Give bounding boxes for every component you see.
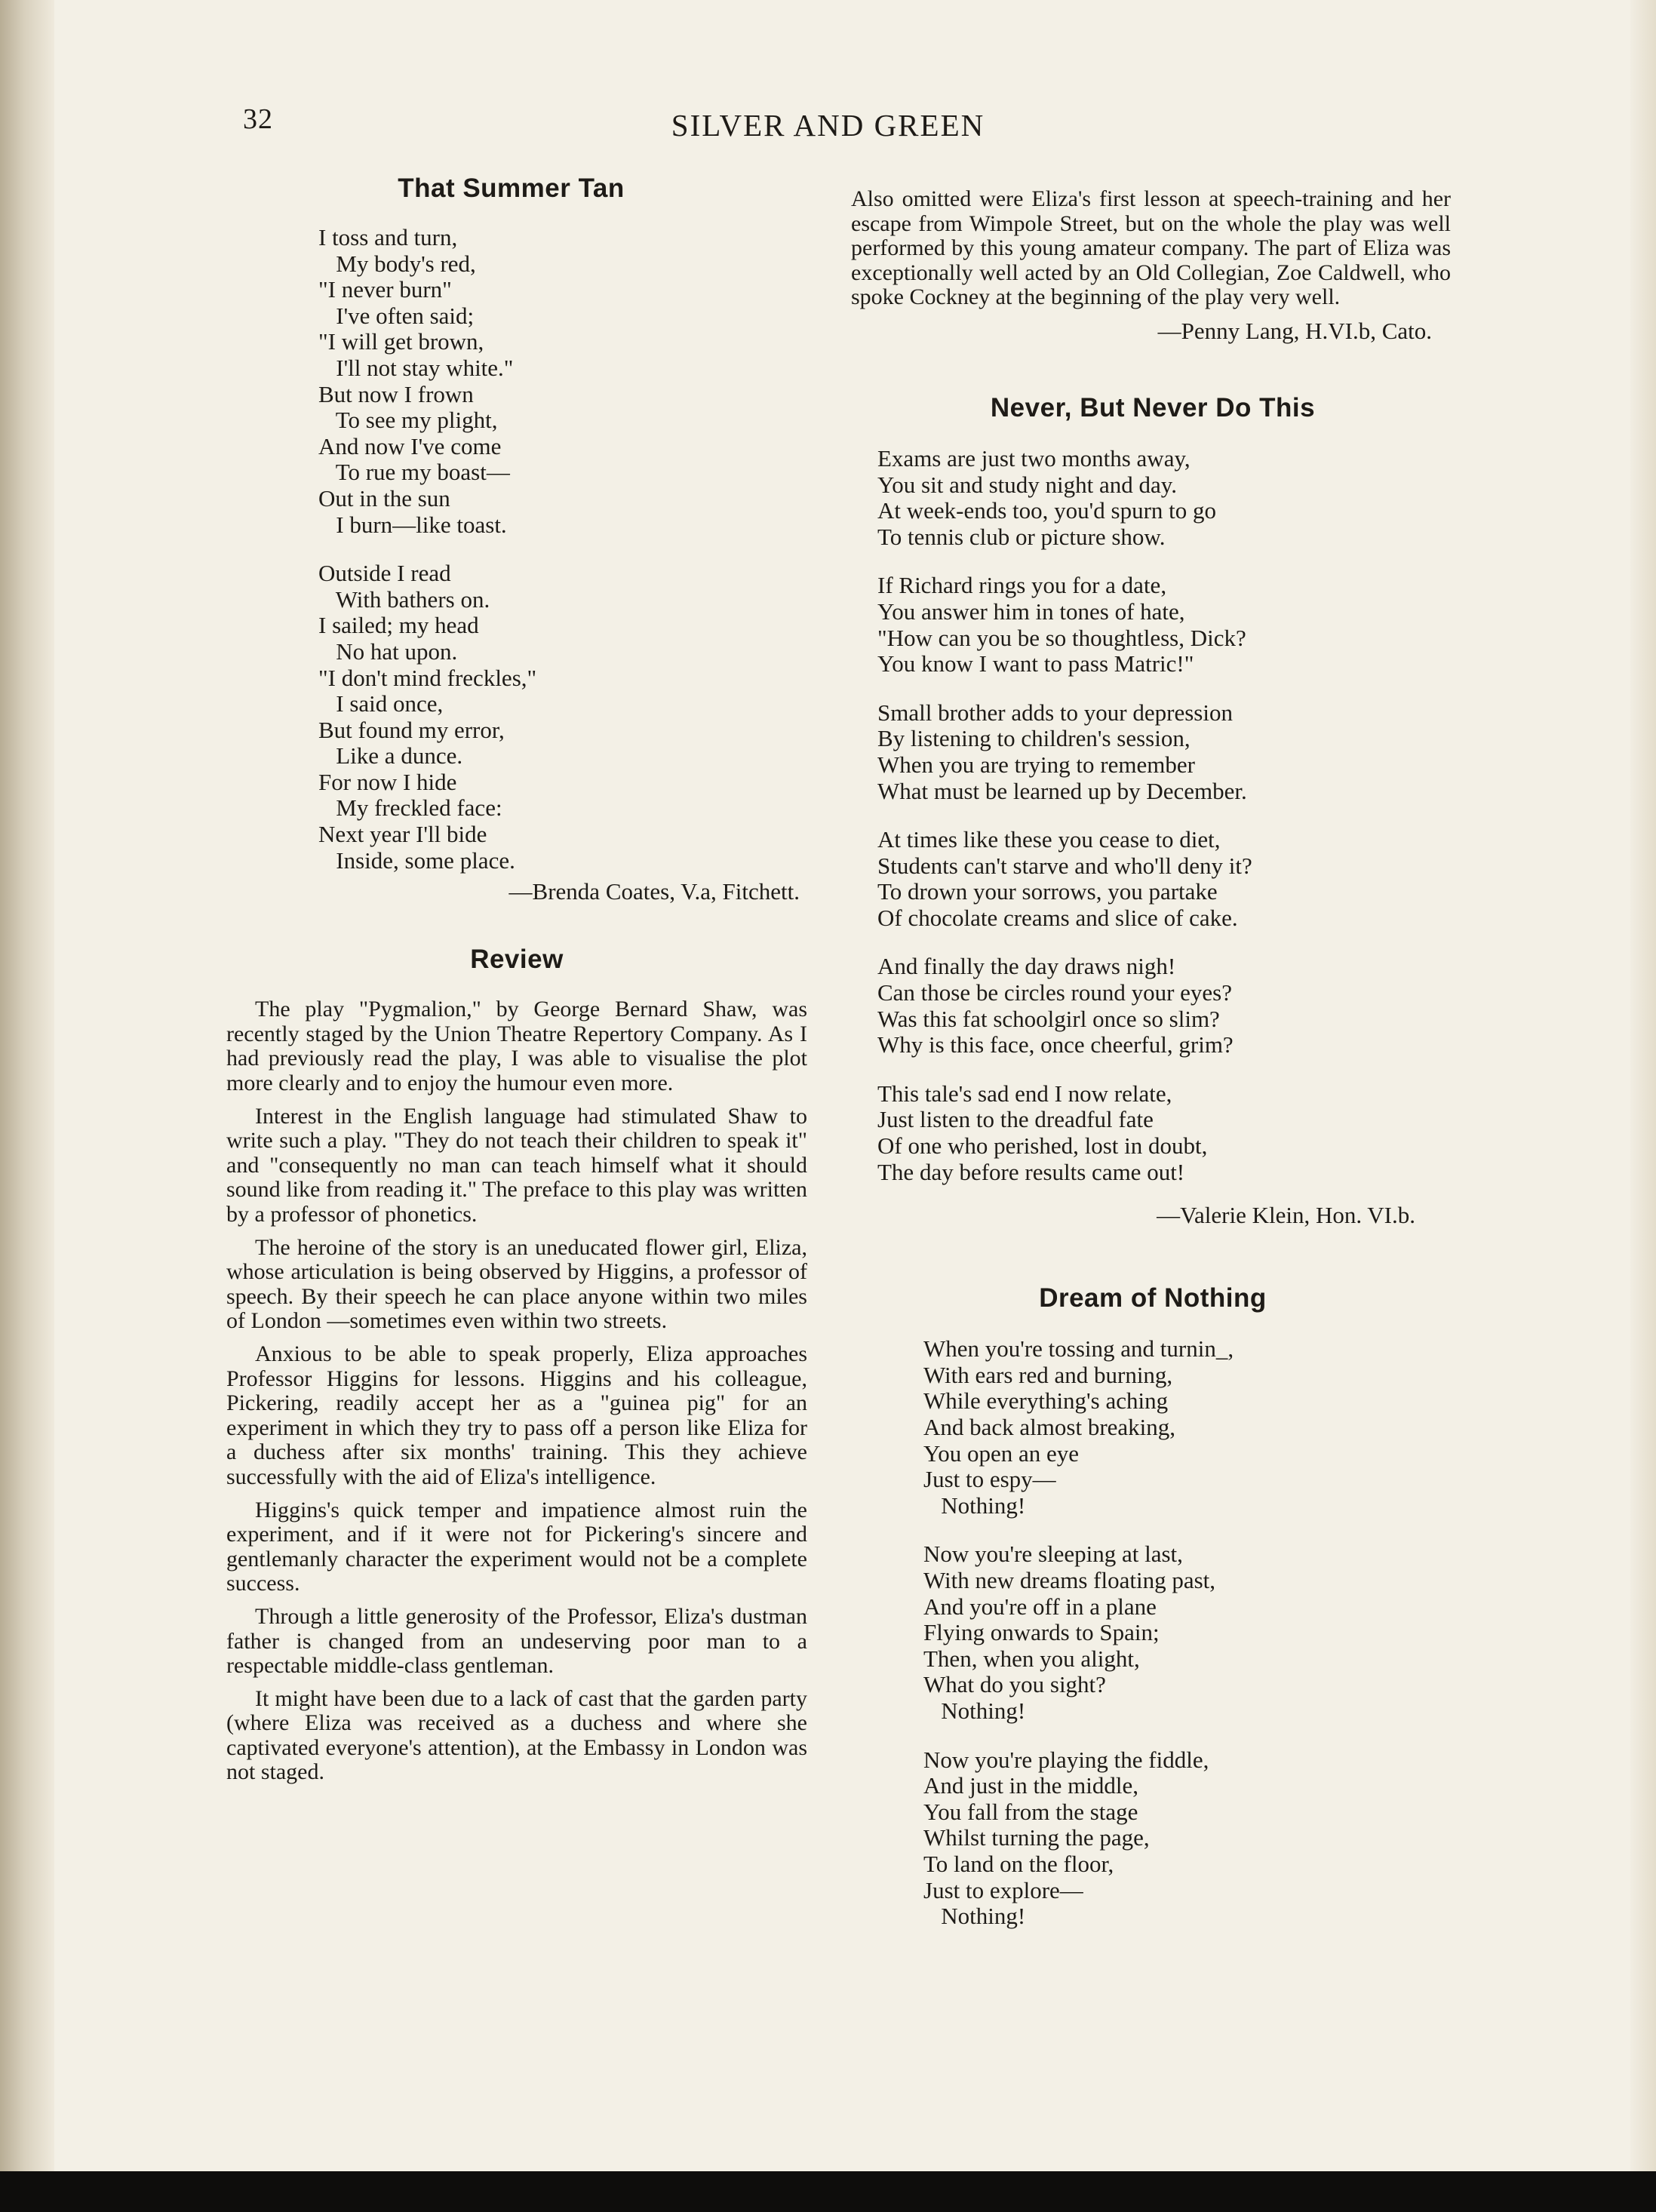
poem-line: My body's red, bbox=[318, 250, 476, 277]
poem-line: This tale's sad end I now relate, bbox=[877, 1080, 1172, 1107]
poem-line: "I never burn" bbox=[318, 276, 452, 303]
poem-line: Can those be circles round your eyes? bbox=[877, 979, 1233, 1006]
review-paragraph: It might have been due to a lack of cast that the garden party (where Eliza was received as a duchess and where she captivated everyone's attention), at the Embassy in London was not staged. bbox=[226, 1685, 807, 1785]
poem-line: Small brother adds to your depression bbox=[877, 699, 1233, 726]
poem-line: Of chocolate creams and slice of cake. bbox=[877, 904, 1238, 931]
poem-line: Students can't starve and who'll deny it? bbox=[877, 852, 1252, 879]
poem-line: And just in the middle, bbox=[923, 1772, 1139, 1799]
poem-line: By listening to children's session, bbox=[877, 725, 1191, 752]
poem-line: Flying onwards to Spain; bbox=[923, 1619, 1160, 1646]
poem-line: And finally the day draws nigh! bbox=[877, 953, 1176, 980]
poem-line: My freckled face: bbox=[318, 794, 502, 822]
byline-review: —Penny Lang, H.VI.b, Cato. bbox=[1157, 317, 1432, 344]
poem-line: Just to espy— bbox=[923, 1466, 1056, 1493]
poem-line: When you're tossing and turnin_, bbox=[923, 1335, 1234, 1363]
poem-line: Whilst turning the page, bbox=[923, 1824, 1150, 1851]
poem-line: Exams are just two months away, bbox=[877, 444, 1191, 472]
poem-line: At week-ends too, you'd spurn to go bbox=[877, 497, 1217, 524]
poem-line: Just listen to the dreadful fate bbox=[877, 1106, 1154, 1133]
poem-line: I said once, bbox=[318, 690, 444, 717]
poem-line: Next year I'll bide bbox=[318, 821, 487, 848]
poem-line: Why is this face, once cheerful, grim? bbox=[877, 1031, 1234, 1058]
poem-line: Now you're sleeping at last, bbox=[923, 1541, 1183, 1568]
poem-line: But now I frown bbox=[318, 380, 474, 407]
poem-line: You answer him in tones of hate, bbox=[877, 598, 1185, 625]
poem-line: With ears red and burning, bbox=[923, 1361, 1173, 1388]
review-paragraph: Anxious to be able to speak properly, Eliza approaches Professor Higgins for lessons. Higgins and his colleague, Pickering, readily accept her as a "guinea pig" for an experiment in which they try to pass off a person like Eliza for a duchess after six months' training. This they achieve successfully with the aid of Eliza's intelligence. bbox=[226, 1341, 807, 1489]
poem-line: With new dreams floating past, bbox=[923, 1566, 1216, 1593]
poem-line: To tennis club or picture show. bbox=[877, 523, 1166, 550]
poem-line: While everything's aching bbox=[923, 1387, 1169, 1415]
stanza bbox=[318, 561, 807, 874]
review-continuation bbox=[851, 187, 1451, 310]
stanza bbox=[923, 1747, 1455, 1930]
poem-line: Of one who perished, lost in doubt, bbox=[877, 1132, 1208, 1160]
poem-title-never: Never, But Never Do This bbox=[990, 392, 1316, 422]
stanza bbox=[877, 700, 1455, 804]
poem-line: I've often said; bbox=[318, 302, 475, 329]
poem-line: Inside, some place. bbox=[318, 846, 515, 874]
poem-line: But found my error, bbox=[318, 716, 505, 743]
poem-line: Nothing! bbox=[923, 1697, 1026, 1724]
stanza bbox=[318, 225, 807, 538]
stanza bbox=[877, 573, 1455, 677]
review-continuation-text: Also omitted were Eliza's first lesson at speech-training and her escape from Wimpole Street, but on the whole the play was well performed by this young amateur company. The part of Eliza was exceptionally well acted by an Old Collegian, Zoe Caldwell, who spoke Cockney at the beginning of the play very well. bbox=[851, 186, 1451, 310]
poem-title-summer-tan: That Summer Tan bbox=[398, 174, 625, 203]
right-column bbox=[851, 187, 1455, 1930]
poem-line: Like a dunce. bbox=[318, 742, 463, 770]
review-body bbox=[226, 997, 807, 1785]
poem-line: You know I want to pass Matric!" bbox=[877, 650, 1194, 677]
poem-line: The day before results came out! bbox=[877, 1158, 1185, 1185]
poem-line: You sit and study night and day. bbox=[877, 471, 1177, 498]
poem-line: For now I hide bbox=[318, 768, 457, 795]
poem-line: Then, when you alight, bbox=[923, 1645, 1140, 1672]
stanza bbox=[877, 446, 1455, 550]
poem-line: If Richard rings you for a date, bbox=[877, 572, 1167, 599]
stanza bbox=[923, 1336, 1455, 1519]
scan-border bbox=[0, 2171, 1656, 2212]
poem-line: At times like these you cease to diet, bbox=[877, 826, 1221, 853]
poem-line: I'll not stay white." bbox=[318, 354, 514, 381]
poem-line: To land on the floor, bbox=[923, 1850, 1114, 1877]
poem-line: When you are trying to remember bbox=[877, 751, 1195, 778]
stanza bbox=[877, 954, 1455, 1058]
stanza bbox=[877, 1081, 1455, 1185]
poem-line: "I don't mind freckles," bbox=[318, 664, 537, 691]
byline-summer-tan: —Brenda Coates, V.a, Fitchett. bbox=[508, 878, 800, 905]
poem-line: What do you sight? bbox=[923, 1671, 1106, 1698]
poem-line: I sailed; my head bbox=[318, 612, 479, 639]
page-number: 32 bbox=[243, 103, 273, 135]
poem-line: No hat upon. bbox=[318, 637, 458, 665]
poem-line: Nothing! bbox=[923, 1903, 1026, 1930]
poem-line: And you're off in a plane bbox=[923, 1593, 1157, 1620]
review-paragraph: Interest in the English language had stimulated Shaw to write such a play. "They do not teach their children to speak it" and "consequently no man can teach himself what it should sound like from reading it." The preface to this play was written by a professor of phonetics. bbox=[226, 1103, 807, 1227]
poem-line: I burn—like toast. bbox=[318, 511, 507, 538]
article-title-review: Review bbox=[470, 945, 564, 975]
review-paragraph: Higgins's quick temper and impatience almost ruin the experiment, and if it were not for Pickering's sincere and gentlemanly character the experiment would not be a complete success. bbox=[226, 1497, 807, 1596]
stanza bbox=[923, 1541, 1455, 1724]
poem-line: Now you're playing the fiddle, bbox=[923, 1746, 1209, 1773]
poem-line: "I will get brown, bbox=[318, 328, 484, 355]
left-column bbox=[226, 174, 807, 1793]
poem-line: You open an eye bbox=[923, 1439, 1080, 1467]
poem-never-but-never bbox=[877, 446, 1455, 1185]
poem-line: To drown your sorrows, you partake bbox=[877, 878, 1218, 905]
poem-summer-tan bbox=[318, 225, 807, 874]
poem-line: Just to explore— bbox=[923, 1876, 1083, 1903]
poem-line: "How can you be so thoughtless, Dick? bbox=[877, 624, 1246, 651]
poem-line: Nothing! bbox=[923, 1492, 1026, 1519]
poem-line: Out in the sun bbox=[318, 484, 450, 512]
page-edge bbox=[1630, 0, 1656, 2212]
poem-line: Was this fat schoolgirl once so slim? bbox=[877, 1005, 1220, 1032]
poem-line: You fall from the stage bbox=[923, 1798, 1138, 1825]
poem-line: I toss and turn, bbox=[318, 224, 458, 250]
byline-never: —Valerie Klein, Hon. VI.b. bbox=[1157, 1202, 1415, 1229]
review-paragraph: The play "Pygmalion," by George Bernard Shaw, was recently staged by the Union Theatre Repertory Company. As I had previously read the play, I was able to visualise the plot more clearly and to enjoy the humour even more. bbox=[226, 997, 807, 1096]
stanza bbox=[877, 827, 1455, 931]
poem-line: And back almost breaking, bbox=[923, 1414, 1176, 1440]
review-paragraph: The heroine of the story is an uneducated flower girl, Eliza, whose articulation is being observed by Higgins, a professor of speech. By their speech he can place anyone within two miles of London —sometimes even within two streets. bbox=[226, 1234, 807, 1334]
review-paragraph: Through a little generosity of the Professor, Eliza's dustman father is changed from an undeserving poor man to a respectable middle-class gentleman. bbox=[226, 1603, 807, 1679]
poem-title-dream: Dream of Nothing bbox=[1039, 1283, 1267, 1313]
poem-line: With bathers on. bbox=[318, 585, 490, 613]
running-head: SILVER AND GREEN bbox=[671, 108, 985, 143]
binding-shadow bbox=[0, 0, 54, 2212]
poem-line: To rue my boast— bbox=[318, 459, 510, 486]
poem-line: To see my plight, bbox=[318, 407, 498, 434]
poem-line: What must be learned up by December. bbox=[877, 777, 1247, 804]
poem-line: Outside I read bbox=[318, 560, 451, 587]
poem-line: And now I've come bbox=[318, 432, 502, 459]
poem-dream-of-nothing bbox=[923, 1336, 1455, 1929]
